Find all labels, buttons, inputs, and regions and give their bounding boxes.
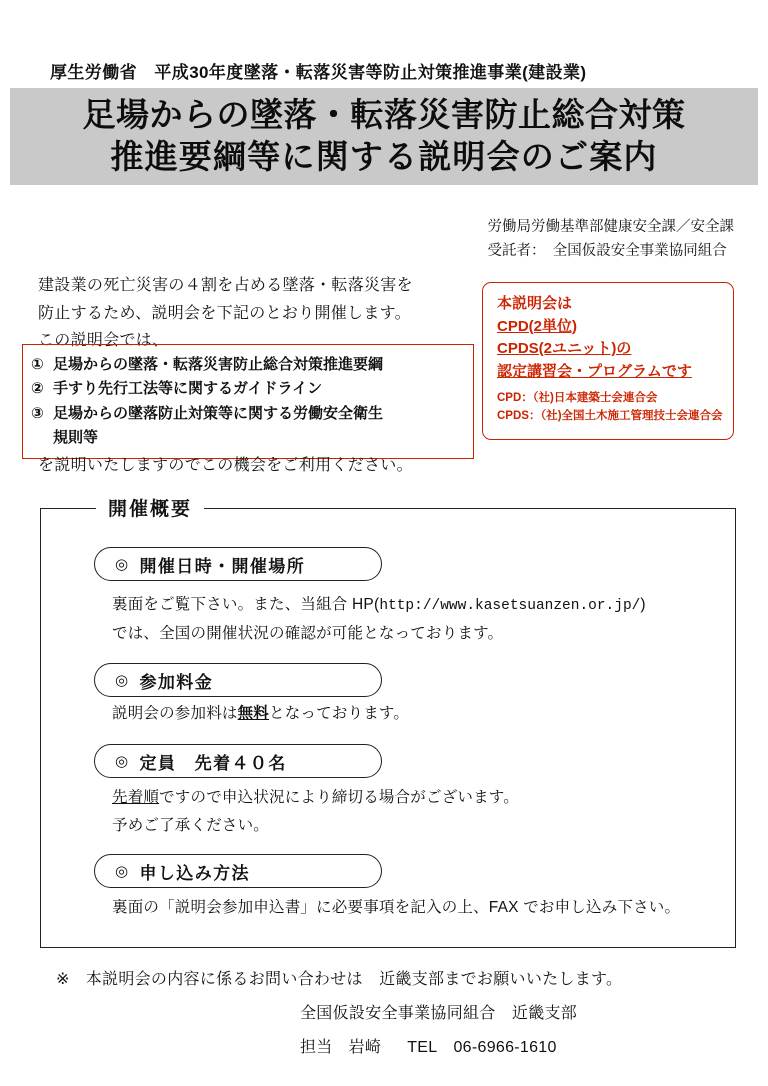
section-pill-capacity xyxy=(94,744,382,778)
section-pill-label: 参加料金 xyxy=(139,672,214,692)
cpd-note-2: CPDS：（社)全国土木施工管理技士会連合会 xyxy=(497,410,723,423)
organization-block xyxy=(488,216,735,264)
body-text-a: 説明会の参加料は xyxy=(112,705,238,722)
bullet-icon: ◎ xyxy=(115,753,130,770)
item-number: ① xyxy=(31,356,44,373)
intro-closing-line: を説明いたしますのでこの機会をご利用ください。 xyxy=(38,457,413,474)
bullet-icon: ◎ xyxy=(115,672,130,689)
department-line: 労働局労働基準部健康安全課／安全課 xyxy=(487,219,734,235)
item-continuation: 規則等 xyxy=(53,428,99,446)
section-pill-label: 申し込み方法 xyxy=(139,863,250,883)
tel-label: TEL xyxy=(407,1039,438,1056)
contact-label: 担当 xyxy=(300,1039,333,1056)
section-body-line-1: 裏面の「説明会参加申込書」に必要事項を記入の上、FAX でお申し込み下さい。 xyxy=(112,899,681,916)
cpd-line-1: 本説明会は xyxy=(497,295,573,312)
cpd-line-4: 認定講習会・プログラムです xyxy=(497,362,692,380)
cpd-note-1: CPD：（社)日本建築士会連合会 xyxy=(497,392,658,404)
section-body-line-1 xyxy=(112,784,722,812)
section-body-datetime-location xyxy=(112,591,722,647)
ministry-line: 厚生労働省 平成30年度墜落・転落災害等防止対策推進事業(建設業) xyxy=(50,63,587,82)
item-text: 足場からの墜落防止対策等に関する労働安全衛生 xyxy=(53,404,384,422)
cpd-certification-box xyxy=(482,282,734,440)
list-item xyxy=(31,353,467,377)
capacity-emphasis: 先着順 xyxy=(112,789,160,806)
footer-organization: 全国仮設安全事業協同組合 近畿支部 xyxy=(300,1005,578,1022)
bullet-icon: ◎ xyxy=(115,556,130,573)
item-number: ③ xyxy=(31,404,44,422)
contact-name: 岩崎 xyxy=(348,1039,382,1056)
list-item xyxy=(31,377,467,401)
entrusted-line: 受託者： 全国仮設安全事業協同組合 xyxy=(487,242,727,259)
body-text-rest: ですので申込状況により締切る場合がございます。 xyxy=(159,789,519,806)
note-mark-icon: ※ xyxy=(56,971,70,988)
cpd-line-3: CPDS(2ユニット)の xyxy=(497,340,632,357)
list-item xyxy=(31,402,467,426)
section-body-application xyxy=(112,894,732,922)
intro-line-3: この説明会では、 xyxy=(38,332,169,350)
item-number: ② xyxy=(31,380,44,398)
note-text: 本説明会の内容に係るお問い合わせは 近畿支部までお願いいたします。 xyxy=(85,971,623,988)
section-body-line-2: 予めご了承ください。 xyxy=(112,816,270,834)
overview-legend: 開催概要 xyxy=(96,494,204,521)
topics-list-box xyxy=(22,344,474,459)
section-pill-label: 開催日時・開催場所 xyxy=(139,556,306,576)
section-pill-label: 定員 先着４０名 xyxy=(139,753,287,773)
intro-line-1: 建設業の死亡災害の４割を占める墜落・転落災害を xyxy=(38,277,413,294)
intro-paragraph xyxy=(38,272,468,355)
title-banner xyxy=(10,88,758,185)
organization-url: http://www.kasetsuanzen.or.jp/ xyxy=(379,598,641,614)
body-text-b: ) xyxy=(640,596,646,613)
section-pill-fee xyxy=(94,663,382,697)
section-body-fee xyxy=(112,700,722,728)
footer-contact xyxy=(300,1034,557,1057)
section-body-line-1 xyxy=(112,591,722,620)
section-body-capacity xyxy=(112,784,722,839)
section-body-line-1 xyxy=(112,700,722,728)
cpd-notes xyxy=(497,389,721,426)
footer-note xyxy=(56,966,622,989)
section-body-line-2: では、全国の開催状況の確認が可能となっております。 xyxy=(112,624,504,642)
item-text: 足場からの墜落・転落災害防止総合対策推進要綱 xyxy=(53,356,384,373)
title-line-2: 推進要綱等に関する説明会のご案内 xyxy=(110,137,658,175)
section-pill-application xyxy=(94,854,382,888)
intro-line-2: 防止するため、説明会を下記のとおり開催します。 xyxy=(38,304,411,322)
fee-emphasis: 無料 xyxy=(237,705,270,722)
section-pill-datetime-location xyxy=(94,547,382,581)
body-text-b: となっております。 xyxy=(269,705,410,722)
body-text-a: 裏面をご覧下さい。また、当組合 HP( xyxy=(112,596,380,613)
cpd-line-2: CPD(2単位) xyxy=(497,317,578,335)
title-line-1: 足場からの墜落・転落災害防止総合対策 xyxy=(82,96,686,133)
bullet-icon: ◎ xyxy=(115,863,130,880)
tel-number: 06-6966-1610 xyxy=(453,1039,557,1056)
item-text: 手すり先行工法等に関するガイドライン xyxy=(53,380,323,398)
